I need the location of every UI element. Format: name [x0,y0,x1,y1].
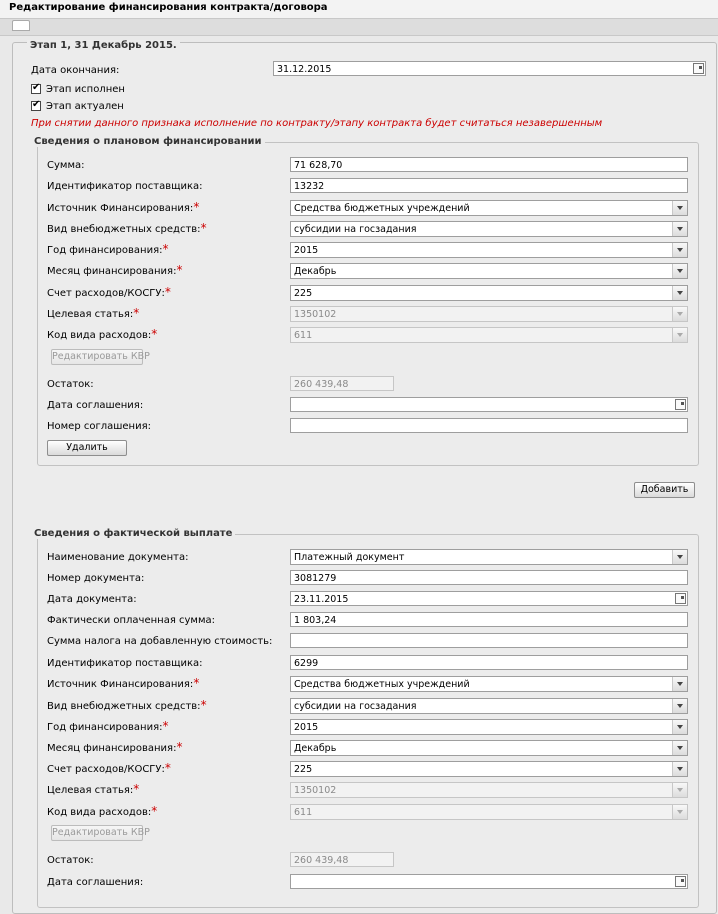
planned-agreement-date-field[interactable] [290,397,688,412]
chevron-down-icon[interactable] [672,720,687,734]
planned-kvr-label: Код вида расходов:* [47,327,158,341]
planned-offbudget-label: Вид внебюджетных средств:* [47,221,207,235]
actual-account-label: Счет расходов/КОСГУ:* [47,761,171,775]
actual-agreement-date-field[interactable] [290,874,688,889]
planned-source-label: Источник Финансирования:* [47,200,200,214]
actual-target-select: 1350102 [290,782,688,798]
calendar-icon[interactable] [675,399,686,410]
calendar-icon[interactable] [675,593,686,604]
actual-legend: Сведения о фактической выплате [31,528,235,539]
window-title: Редактирование финансирования контракта/договора [9,2,328,13]
end-date-label: Дата окончания: [31,65,120,76]
planned-agreement-date-label: Дата соглашения: [47,400,144,411]
actual-paid-label: Фактически оплаченная сумма: [47,615,216,626]
chevron-down-icon[interactable] [672,222,687,236]
planned-source-select[interactable]: Средства бюджетных учреждений [290,200,688,216]
chevron-down-icon[interactable] [672,741,687,755]
planned-remainder-label: Остаток: [47,379,94,390]
add-button[interactable]: Добавить [634,482,695,498]
planned-year-label: Год финансирования:* [47,242,169,256]
stage-legend: Этап 1, 31 Декабрь 2015. [27,40,180,51]
planned-sum-label: Сумма: [47,160,85,171]
stage-actual-checkbox[interactable] [31,101,41,111]
chevron-down-icon[interactable] [672,243,687,257]
actual-month-select[interactable]: Декабрь [290,740,688,756]
chevron-down-icon[interactable] [672,699,687,713]
planned-supplier-id-input[interactable]: 13232 [290,178,688,193]
actual-source-label: Источник Финансирования:* [47,676,200,690]
planned-year-select[interactable]: 2015 [290,242,688,258]
actual-paid-input[interactable]: 1 803,24 [290,612,688,627]
actual-account-select[interactable]: 225 [290,761,688,777]
actual-doc-date-field[interactable]: 23.11.2015 [290,591,688,606]
actual-doc-no-label: Номер документа: [47,573,145,584]
chevron-down-icon[interactable] [672,264,687,278]
tab-button[interactable] [12,20,30,31]
planned-agreement-no-input[interactable] [290,418,688,433]
stage-actual-label: Этап актуален [46,101,124,112]
planned-edit-kvr-button[interactable]: Редактировать КВР [51,349,143,365]
planned-month-label: Месяц финансирования:* [47,263,183,277]
actual-vat-input[interactable] [290,633,688,648]
end-date-value: 31.12.2015 [277,64,332,75]
actual-doc-name-label: Наименование документа: [47,552,189,563]
stage-done-checkbox[interactable] [31,84,41,94]
actual-supplier-id-input[interactable]: 6299 [290,655,688,670]
actual-doc-no-input[interactable]: 3081279 [290,570,688,585]
delete-button[interactable]: Удалить [47,440,127,456]
stage-warning-text: При снятии данного признака исполнение по контракту/этапу контракта будет считаться незавершенным [31,118,603,129]
planned-target-label: Целевая статья:* [47,306,140,320]
chevron-down-icon [672,805,687,819]
actual-edit-kvr-button[interactable]: Редактировать КВР [51,825,143,841]
planned-legend: Сведения о плановом финансировании [31,136,265,147]
calendar-icon[interactable] [675,876,686,887]
chevron-down-icon[interactable] [672,677,687,691]
actual-supplier-id-label: Идентификатор поставщика: [47,658,203,669]
planned-account-label: Счет расходов/КОСГУ:* [47,285,171,299]
chevron-down-icon[interactable] [672,762,687,776]
stage-done-label: Этап исполнен [46,84,125,95]
planned-target-select: 1350102 [290,306,688,322]
actual-year-select[interactable]: 2015 [290,719,688,735]
chevron-down-icon[interactable] [672,286,687,300]
tab-strip [0,18,718,36]
planned-offbudget-select[interactable]: субсидии на госзадания [290,221,688,237]
chevron-down-icon [672,783,687,797]
actual-remainder-input: 260 439,48 [290,852,394,867]
planned-sum-input[interactable]: 71 628,70 [290,157,688,172]
planned-remainder-input: 260 439,48 [290,376,394,391]
actual-doc-date-label: Дата документа: [47,594,137,605]
planned-agreement-no-label: Номер соглашения: [47,421,151,432]
actual-offbudget-label: Вид внебюджетных средств:* [47,698,207,712]
chevron-down-icon [672,307,687,321]
actual-kvr-select: 611 [290,804,688,820]
planned-account-select[interactable]: 225 [290,285,688,301]
chevron-down-icon[interactable] [672,201,687,215]
actual-doc-name-select[interactable]: Платежный документ [290,549,688,565]
actual-target-label: Целевая статья:* [47,782,140,796]
actual-agreement-date-label: Дата соглашения: [47,877,144,888]
planned-supplier-id-label: Идентификатор поставщика: [47,181,203,192]
actual-offbudget-select[interactable]: субсидии на госзадания [290,698,688,714]
planned-kvr-select: 611 [290,327,688,343]
actual-source-select[interactable]: Средства бюджетных учреждений [290,676,688,692]
end-date-field[interactable] [273,61,706,76]
actual-remainder-label: Остаток: [47,855,94,866]
actual-year-label: Год финансирования:* [47,719,169,733]
chevron-down-icon [672,328,687,342]
planned-month-select[interactable]: Декабрь [290,263,688,279]
calendar-icon[interactable] [693,63,704,74]
actual-vat-label: Сумма налога на добавленную стоимость: [47,636,273,647]
actual-month-label: Месяц финансирования:* [47,740,183,754]
chevron-down-icon[interactable] [672,550,687,564]
actual-kvr-label: Код вида расходов:* [47,804,158,818]
